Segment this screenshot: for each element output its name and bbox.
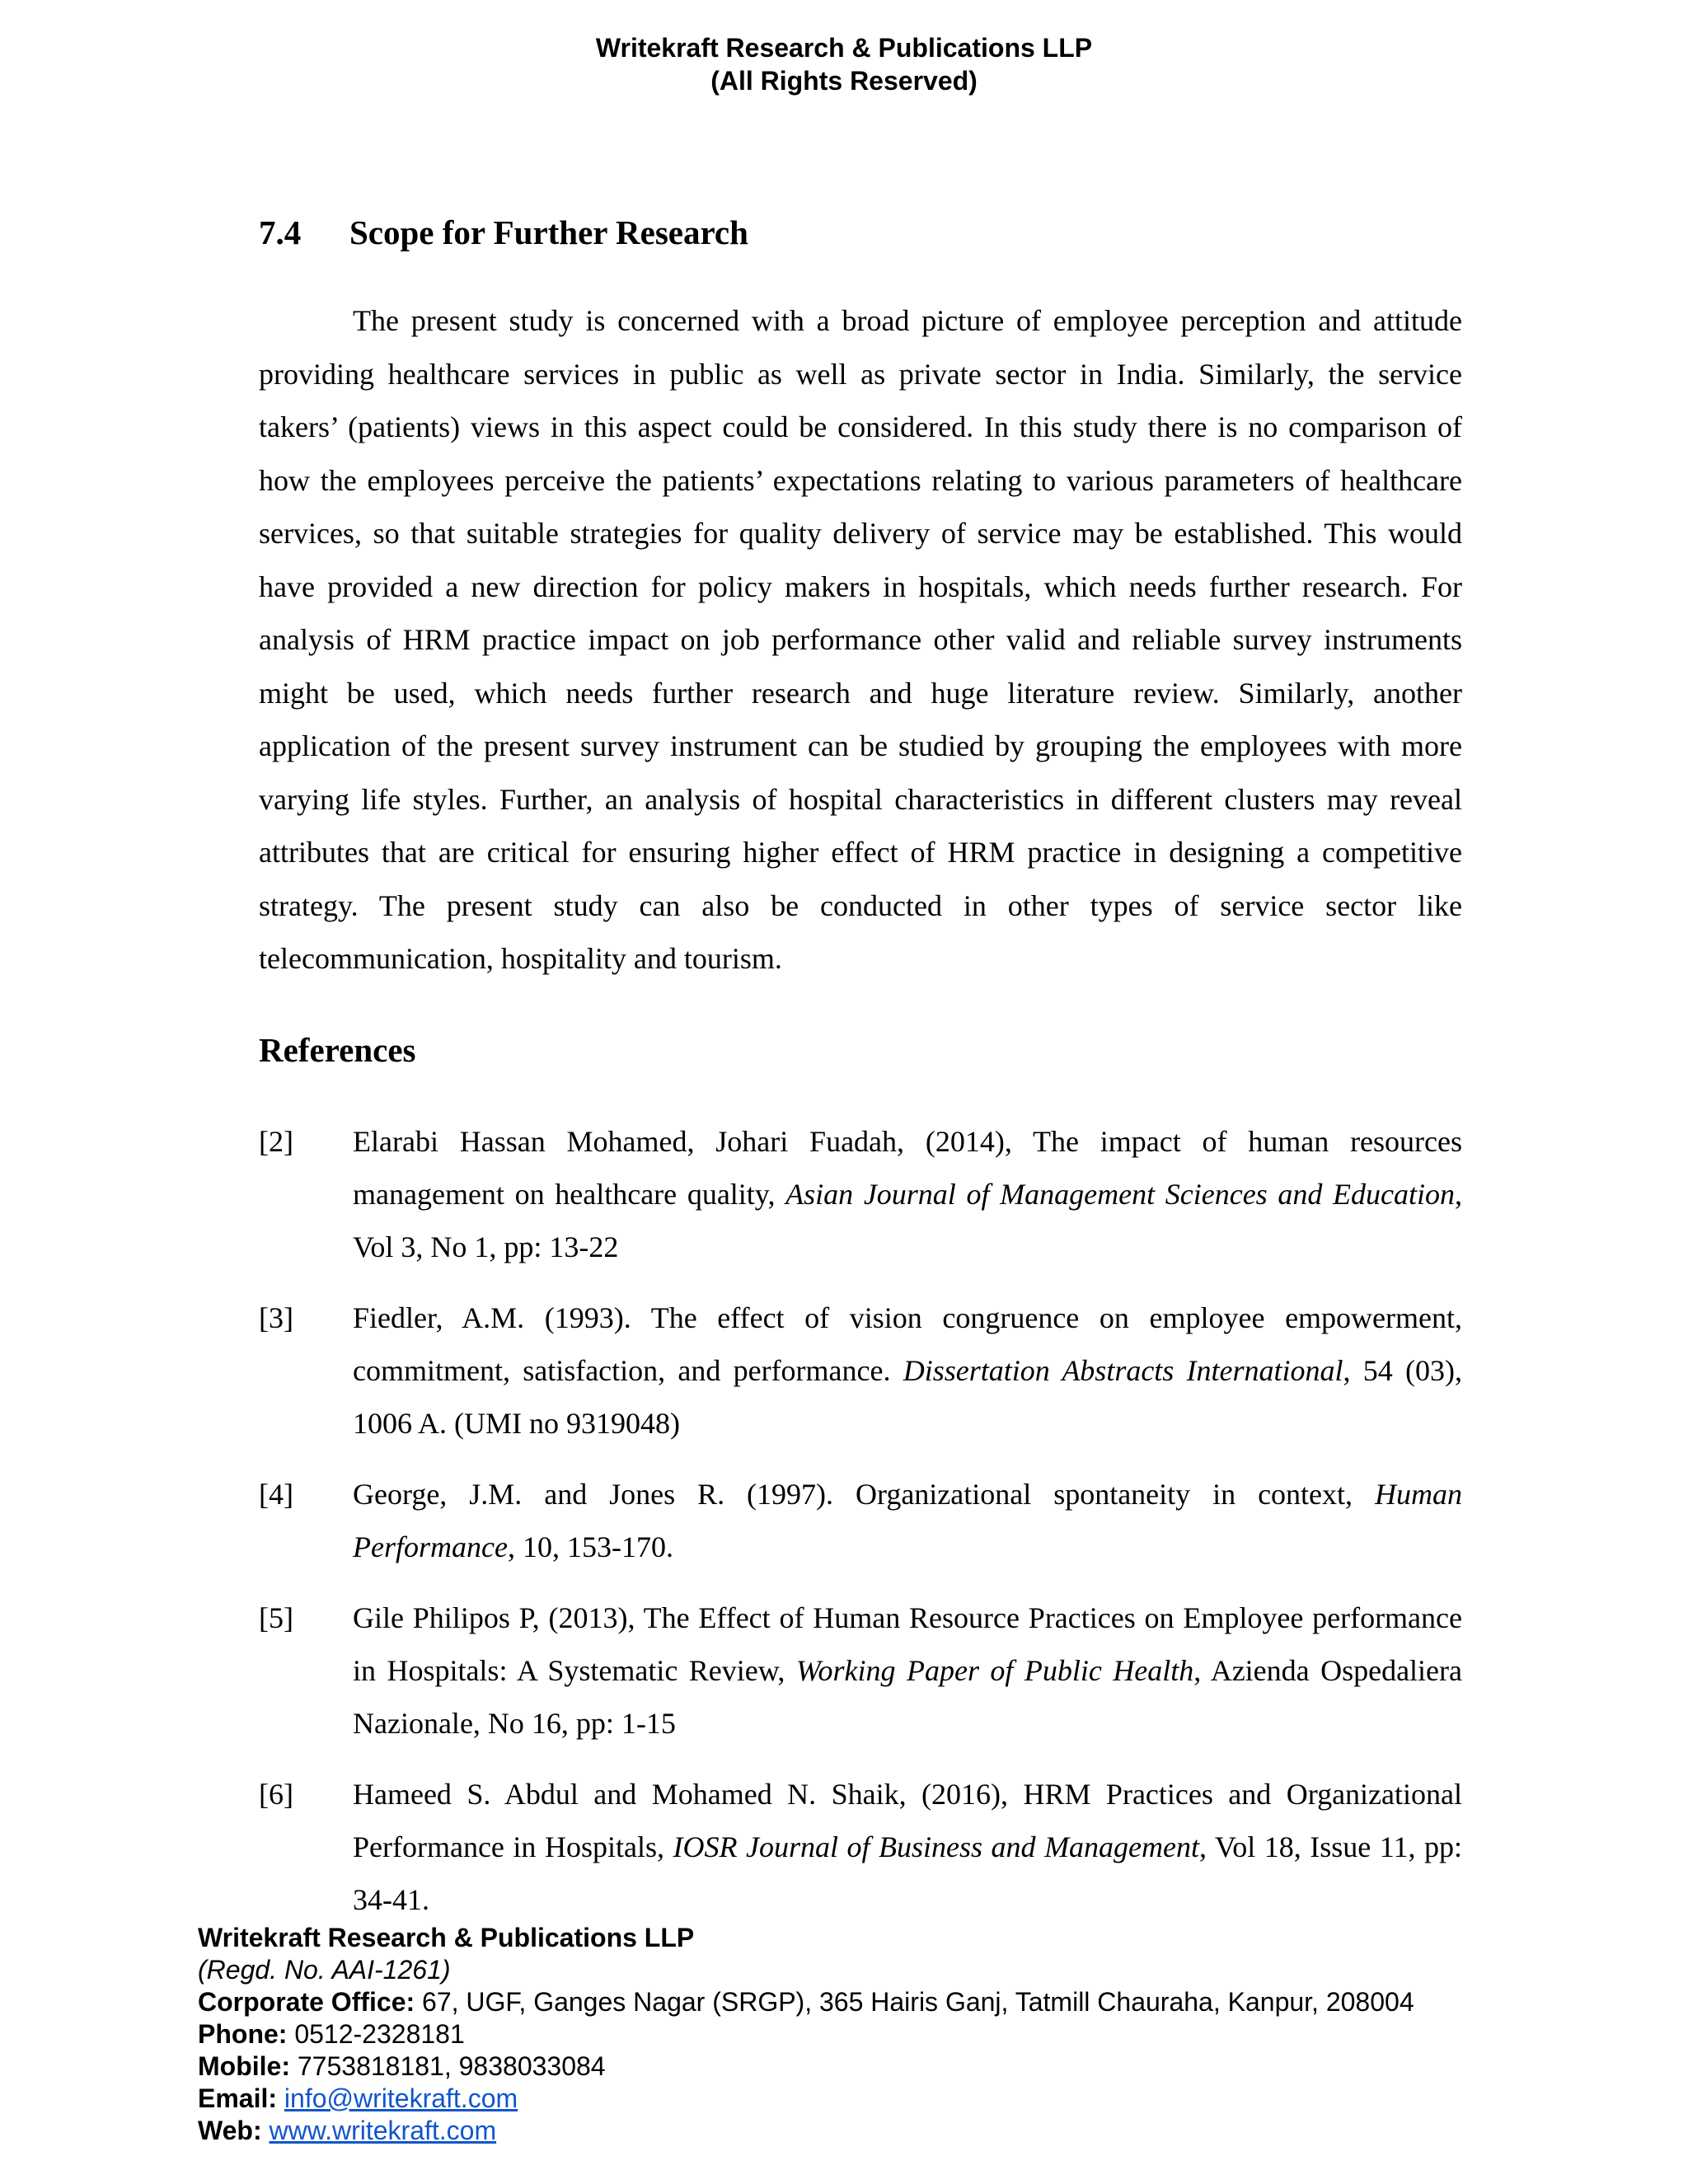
footer-phone-value: 0512-2328181 <box>287 2019 465 2049</box>
reference-number: [6] <box>259 1778 293 1811</box>
footer-regd: (Regd. No. AAI-1261) <box>198 1955 451 1985</box>
section-heading <box>259 209 1462 255</box>
reference-item <box>259 1468 1462 1573</box>
reference-details: , Vol 3, No 1, pp: 13-22 <box>353 1178 1463 1263</box>
reference-journal: IOSR Journal of Business and Management <box>673 1830 1200 1863</box>
reference-text: Elarabi Hassan Mohamed, Johari Fuadah, (2014), The impact of human resources management on healthcare quality, <box>353 1125 1462 1211</box>
footer-phone <box>198 2018 1599 2050</box>
footer-mobile-value: 7753818181, 9838033084 <box>289 2051 606 2081</box>
reference-details: , Vol 18, Issue 11, pp: 34-41. <box>353 1830 1462 1916</box>
reference-number: [3] <box>259 1301 293 1334</box>
section-title: Scope for Further Research <box>349 213 748 251</box>
email-link[interactable]: info@writekraft.com <box>284 2083 518 2113</box>
footer-email <box>198 2083 1599 2115</box>
reference-journal: Asian Journal of Management Sciences and Education <box>785 1178 1456 1211</box>
reference-number: [4] <box>259 1478 293 1511</box>
reference-item <box>259 1591 1462 1750</box>
reference-item <box>259 1768 1462 1926</box>
footer-office-value: 67, UGF, Ganges Nagar (SRGP), 365 Hairis Ganj, Tatmill Chauraha, Kanpur, 208004 <box>415 1987 1414 2017</box>
reference-item <box>259 1115 1462 1273</box>
footer-company <box>198 1922 1599 1954</box>
footer-company-name: Writekraft Research & Publications LLP <box>198 1923 695 1952</box>
footer-mobile <box>198 2050 1599 2083</box>
footer-office-label: Corporate Office: <box>198 1987 415 2017</box>
reference-text: Fiedler, A.M. (1993). The effect of vision congruence on employee empowerment, commitment, satisfaction, and performance. <box>353 1301 1462 1387</box>
header-rights: (All Rights Reserved) <box>710 66 978 96</box>
reference-details: , 10, 153-170. <box>507 1530 673 1563</box>
header-company: Writekraft Research & Publications LLP <box>595 33 1093 63</box>
footer-phone-label: Phone: <box>198 2019 288 2049</box>
reference-journal: Human Performance <box>353 1478 1462 1563</box>
page-header <box>0 31 1688 97</box>
footer-mobile-label: Mobile: <box>198 2051 290 2081</box>
section-number: 7.4 <box>259 213 302 251</box>
reference-text: Hameed S. Abdul and Mohamed N. Shaik, (2016), HRM Practices and Organizational Performance in Hospitals, <box>353 1778 1462 1863</box>
reference-number: [2] <box>259 1125 293 1158</box>
reference-details: , 54 (03), 1006 A. (UMI no 9319048) <box>353 1354 1462 1440</box>
website-link[interactable]: www.writekraft.com <box>269 2116 497 2145</box>
reference-journal: Dissertation Abstracts International <box>903 1354 1343 1387</box>
reference-text: Gile Philipos P, (2013), The Effect of Human Resource Practices on Employee performance in Hospitals: A Systematic Review, <box>353 1601 1462 1687</box>
footer-web <box>198 2115 1599 2147</box>
reference-list <box>259 1115 1462 1944</box>
reference-journal: Working Paper of Public Health <box>795 1654 1194 1687</box>
reference-details: , Azienda Ospedaliera Nazionale, No 16, pp: 1-15 <box>353 1654 1462 1740</box>
footer-email-label: Email: <box>198 2083 278 2113</box>
footer-web-label: Web: <box>198 2116 262 2145</box>
references-heading: References <box>259 1031 416 1069</box>
reference-item <box>259 1291 1462 1450</box>
page-footer <box>198 1922 1599 2147</box>
reference-text: George, J.M. and Jones R. (1997). Organizational spontaneity in context, <box>353 1478 1375 1511</box>
footer-office <box>198 1986 1599 2018</box>
reference-number: [5] <box>259 1601 293 1634</box>
section-paragraph: The present study is concerned with a broad picture of employee perception and attitude providing healthcare services in public as well as private sector in India. Similarly, the service takers’ (patients) views in this aspect could be considered. In this study there is no comparison of how the employees perceive the patients’ expectations relating to various parameters of healthcare services, so that suitable strategies for quality delivery of service may be established. This would have provided a new direction for policy makers in hospitals, which needs further research. For analysis of HRM practice impact on job performance other valid and reliable survey instruments might be used, which needs further research and huge literature review. Similarly, another application of the present survey instrument can be studied by grouping the employees with more varying life styles. Further, an analysis of hospital characteristics in different clusters may reveal attributes that are critical for ensuring higher effect of HRM practice in designing a competitive strategy. The present study can also be conducted in other types of service sector like telecommunication, hospitality and tourism. <box>259 304 1462 975</box>
